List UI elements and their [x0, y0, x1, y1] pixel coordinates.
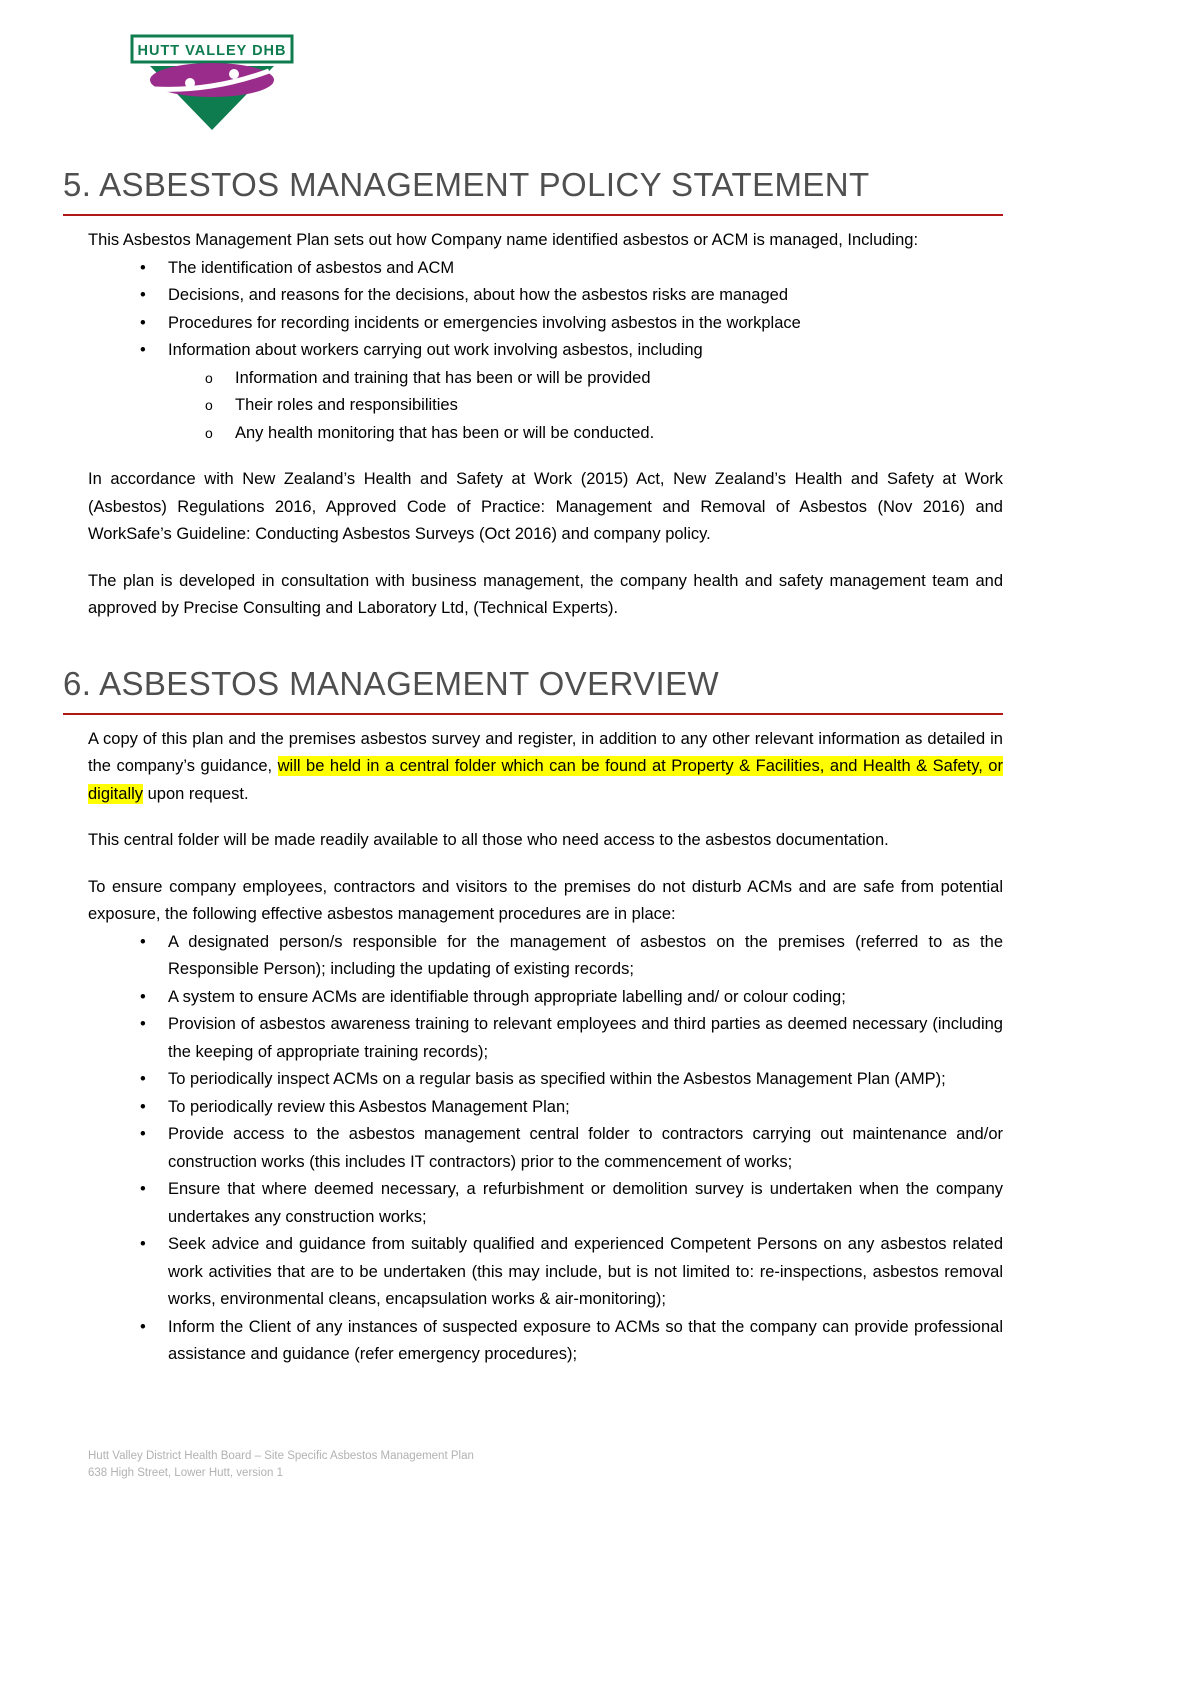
section-6-paragraph-procedures-intro: To ensure company employees, contractors and visitors to the premises do not disturb ACMs and are safe from potential exposure, the following effective asbestos management procedures are in place:	[88, 877, 1003, 923]
list-item: • To periodically inspect ACMs on a regular basis as specified within the Asbestos Management Plan (AMP);	[88, 1066, 1003, 1094]
list-item: • Procedures for recording incidents or emergencies involving asbestos in the workplace	[88, 310, 1003, 338]
list-item: • Provision of asbestos awareness training to relevant employees and third parties as deemed necessary (including the keeping of appropriate training records);	[88, 1011, 1003, 1066]
section-6-paragraph-central-folder	[88, 726, 1003, 809]
section-6-paragraph-availability: This central folder will be made readily available to all those who need access to the asbestos documentation.	[88, 831, 889, 849]
list-item: • To periodically review this Asbestos Management Plan;	[88, 1094, 1003, 1122]
list-item: • Seek advice and guidance from suitably qualified and experienced Competent Persons on any asbestos related work activities that are to be undertaken (this may include, but is not limited to: re-inspections, asbestos removal works, environmental cleans, encapsulation works & air-monitoring);	[88, 1231, 1003, 1314]
list-item: o Any health monitoring that has been or will be conducted.	[88, 420, 1003, 448]
list-item: o Information and training that has been or will be provided	[88, 365, 1003, 393]
hutt-valley-dhb-logo	[106, 34, 318, 138]
section-management-overview	[63, 665, 1003, 1369]
logo-graphic	[106, 34, 318, 138]
logo-ellipse	[150, 63, 274, 97]
list-item: • The identification of asbestos and ACM	[88, 255, 1003, 283]
paragraph-text: A copy of this plan and the premises asbestos survey and register, in addition to any other relevant information as detailed in the company’s guidance,	[88, 729, 1003, 775]
section-5-heading: 5. ASBESTOS MANAGEMENT POLICY STATEMENT	[63, 166, 1003, 216]
list-item: • A system to ensure ACMs are identifiable through appropriate labelling and/ or colour coding;	[88, 984, 1003, 1012]
section-6-heading: 6. ASBESTOS MANAGEMENT OVERVIEW	[63, 665, 1003, 715]
list-item: • Information about workers carrying out work involving asbestos, including	[88, 337, 1003, 365]
logo-text: HUTT VALLEY DHB	[137, 43, 287, 59]
section-5-intro: This Asbestos Management Plan sets out how Company name identified asbestos or ACM is managed, Including:	[88, 231, 919, 249]
section-5-bullet-list	[88, 255, 1003, 365]
footer-line-document-title: Hutt Valley District Health Board – Site Specific Asbestos Management Plan	[88, 1450, 474, 1462]
section-6-bullet-list	[88, 929, 1003, 1369]
logo-dot-2	[185, 78, 195, 88]
section-5-sub-bullet-list	[88, 365, 1003, 448]
list-item: • Provide access to the asbestos management central folder to contractors carrying out maintenance and/or construction works (this includes IT contractors) prior to the commencement of works;	[88, 1121, 1003, 1176]
footer-line-address-version: 638 High Street, Lower Hutt, version 1	[88, 1467, 283, 1479]
section-policy-statement	[63, 166, 1003, 623]
document-content	[63, 166, 1003, 1369]
list-item: • Inform the Client of any instances of suspected exposure to ACMs so that the company can provide professional assistance and guidance (refer emergency procedures);	[88, 1314, 1003, 1369]
list-item: • Ensure that where deemed necessary, a refurbishment or demolition survey is undertaken when the company undertakes any construction works;	[88, 1176, 1003, 1231]
list-item: • A designated person/s responsible for the management of asbestos on the premises (referred to as the Responsible Person); including the updating of existing records;	[88, 929, 1003, 984]
list-item: o Their roles and responsibilities	[88, 392, 1003, 420]
paragraph-text: upon request.	[143, 784, 249, 803]
section-5-paragraph-plan-development: The plan is developed in consultation with business management, the company health and safety management team and approved by Precise Consulting and Laboratory Ltd, (Technical Experts).	[88, 571, 1003, 617]
section-5-paragraph-regulations: In accordance with New Zealand’s Health and Safety at Work (2015) Act, New Zealand’s Health and Safety at Work (Asbestos) Regulations 2016, Approved Code of Practice: Management and Removal of Asbestos (Nov 2016) and WorkSafe’s Guideline: Conducting Asbestos Surveys (Oct 2016) and company policy.	[88, 470, 1003, 543]
highlighted-text: will be held in a central folder which can be found at Property & Facilities, and Health & Safety, or digitally	[88, 757, 1003, 803]
list-item: • Decisions, and reasons for the decisions, about how the asbestos risks are managed	[88, 282, 1003, 310]
logo-dot-1	[229, 69, 239, 79]
page-footer	[88, 1448, 474, 1482]
